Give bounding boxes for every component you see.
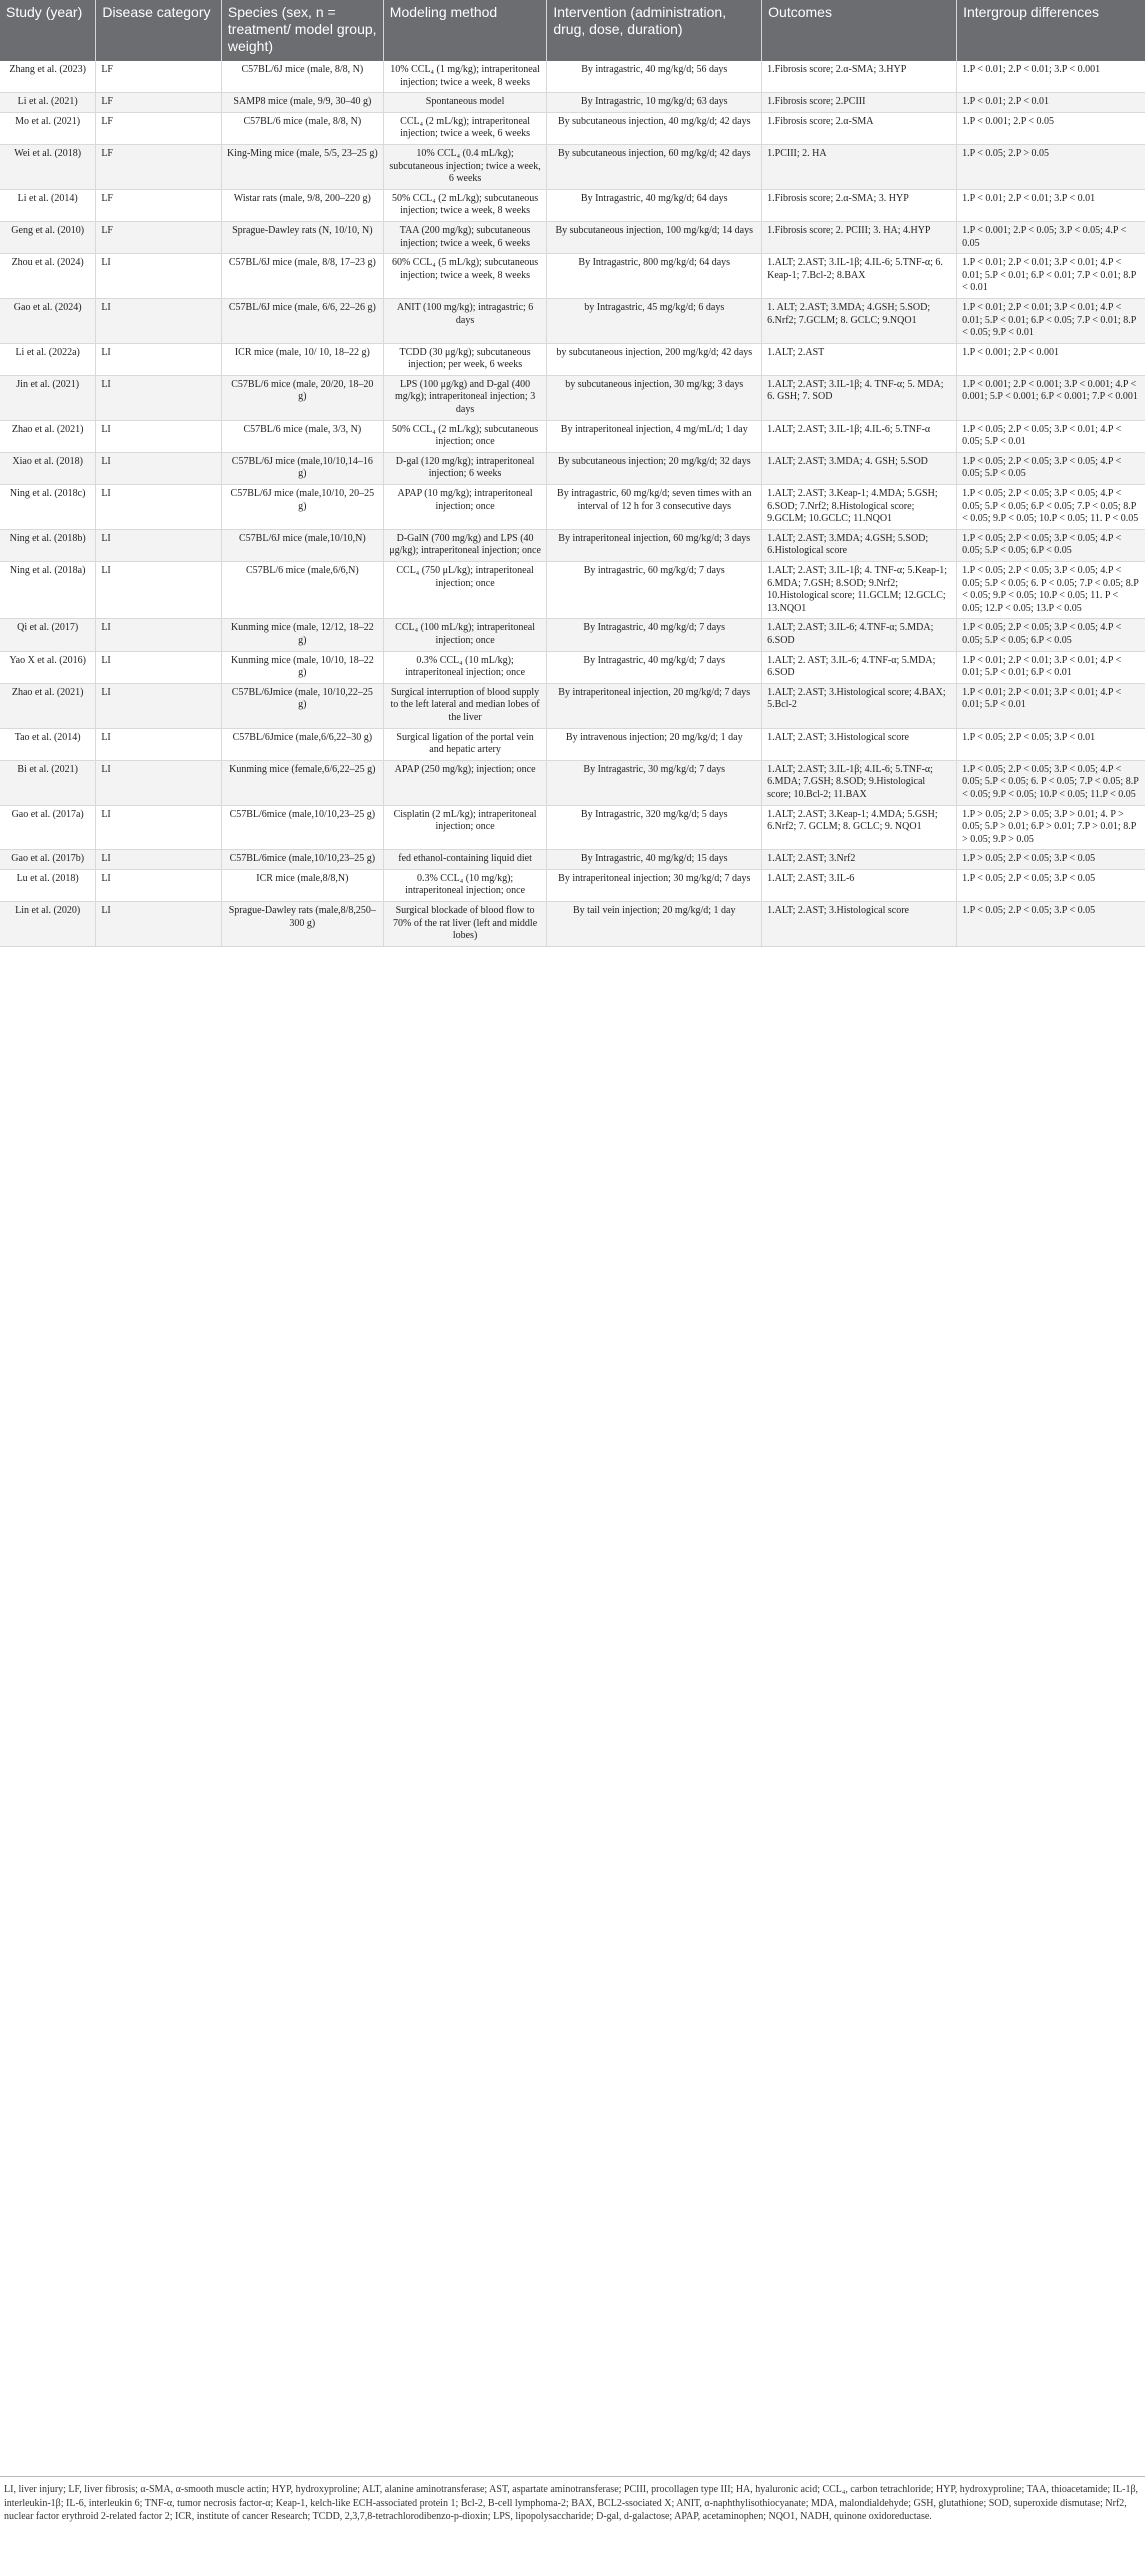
table-row <box>0 452 1145 484</box>
cell-study-year: Gao et al. (2017a) <box>0 805 96 850</box>
cell-disease-category: LI <box>96 343 222 375</box>
cell-intergroup-differences: 1.P < 0.05; 2.P < 0.05; 3.P < 0.05 <box>957 902 1145 947</box>
cell-intergroup-differences: 1.P < 0.05; 2.P < 0.05; 3.P < 0.05; 4.P < 0.05; 5.P < 0.05; 6.P < 0.05 <box>957 619 1145 651</box>
cell-intervention: By tail vein injection; 20 mg/kg/d; 1 day <box>547 902 762 947</box>
cell-study-year: Zhang et al. (2023) <box>0 61 96 93</box>
cell-intervention: By intragastric, 60 mg/kg/d; seven times with an interval of 12 h for 3 consecutive days <box>547 485 762 530</box>
cell-intervention: By intraperitoneal injection; 30 mg/kg/d; 7 days <box>547 869 762 901</box>
cell-intergroup-differences: 1.P < 0.001; 2.P < 0.001; 3.P < 0.001; 4.P < 0.001; 5.P < 0.001; 6.P < 0.001; 7.P < 0.001 <box>957 375 1145 420</box>
cell-study-year: Lu et al. (2018) <box>0 869 96 901</box>
cell-disease-category: LF <box>96 221 222 253</box>
cell-study-year: Gao et al. (2017b) <box>0 850 96 870</box>
cell-study-year: Tao et al. (2014) <box>0 728 96 760</box>
cell-intervention: By Intragastric, 40 mg/kg/d; 7 days <box>547 619 762 651</box>
cell-disease-category: LI <box>96 420 222 452</box>
cell-outcomes: 1.ALT; 2.AST; 3.Histological score <box>762 728 957 760</box>
cell-species: C57BL/6 mice (male,6/6,N) <box>221 562 383 619</box>
cell-intervention: by Intragastric, 45 mg/kg/d; 6 days <box>547 298 762 343</box>
table-row <box>0 144 1145 189</box>
cell-outcomes: 1.ALT; 2.AST; 3.MDA; 4.GSH; 5.SOD; 6.Histological score <box>762 529 957 561</box>
cell-study-year: Ning et al. (2018b) <box>0 529 96 561</box>
cell-disease-category: LI <box>96 298 222 343</box>
cell-outcomes: 1.Fibrosis score; 2. PCIII; 3. HA; 4.HYP <box>762 221 957 253</box>
table-body <box>0 61 1145 946</box>
cell-intergroup-differences: 1.P < 0.01; 2.P < 0.01; 3.P < 0.01; 4.P < 0.01; 5.P < 0.01; 6.P < 0.01 <box>957 651 1145 683</box>
cell-intergroup-differences: 1.P < 0.01; 2.P < 0.01; 3.P < 0.01 <box>957 189 1145 221</box>
cell-disease-category: LF <box>96 112 222 144</box>
cell-intervention: By Intragastric, 10 mg/kg/d; 63 days <box>547 93 762 113</box>
cell-disease-category: LI <box>96 902 222 947</box>
cell-intervention: By subcutaneous injection, 40 mg/kg/d; 42 days <box>547 112 762 144</box>
header-study-year: Study (year) <box>0 0 96 61</box>
cell-disease-category: LI <box>96 728 222 760</box>
cell-outcomes: 1.ALT; 2.AST; 3.Histological score; 4.BAX; 5.Bcl-2 <box>762 683 957 728</box>
study-characteristics-table-container <box>0 0 1145 947</box>
cell-study-year: Li et al. (2014) <box>0 189 96 221</box>
header-outcomes: Outcomes <box>762 0 957 61</box>
cell-modeling-method: 0.3% CCL₄ (10 mg/kg); intraperitoneal injection; once <box>383 869 547 901</box>
table-row <box>0 902 1145 947</box>
cell-study-year: Ning et al. (2018a) <box>0 562 96 619</box>
table-header-row <box>0 0 1145 61</box>
cell-species: Kunming mice (female,6/6,22–25 g) <box>221 760 383 805</box>
cell-modeling-method: CCL₄ (2 mL/kg); intraperitoneal injection; twice a week, 6 weeks <box>383 112 547 144</box>
cell-outcomes: 1.ALT; 2.AST; 3.Keap-1; 4.MDA; 5.GSH; 6.Nrf2; 7. GCLM; 8. GCLC; 9. NQO1 <box>762 805 957 850</box>
cell-modeling-method: CCL₄ (750 μL/kg); intraperitoneal injection; once <box>383 562 547 619</box>
cell-intergroup-differences: 1.P < 0.001; 2.P < 0.05 <box>957 112 1145 144</box>
cell-species: C57BL/6mice (male,10/10,23–25 g) <box>221 805 383 850</box>
cell-intergroup-differences: 1.P < 0.05; 2.P < 0.05; 3.P < 0.01; 4.P < 0.05; 5.P < 0.01 <box>957 420 1145 452</box>
table-footnote: LI, liver injury; LF, liver fibrosis; α-SMA, α-smooth muscle actin; HYP, hydroxyproline; ALT, alanine aminotransferase; AST, aspartate aminotransferase; PCIII, procollagen type III; HA, hyaluronic acid; CCL₄, carbon tetrachloride; HYP, hydroxyproline; TAA, thioacetamide; IL-1β, interleukin-1β; IL-6, interleukin 6; TNF-α, tumor necrosis factor-α; Keap-1, kelch-like ECH-associated protein 1; Bcl-2, B-cell lymphoma-2; BAX, BCL2-ssociated X; ANIT, α-naphthylisothiocyanate; MDA, malondialdehyde; GSH, glutathione; SOD, superoxide dismutase; Nrf2, nuclear factor erythroid 2-related factor 2; ICR, institute of cancer Research; TCDD, 2,3,7,8-tetrachlorodibenzo-p-dioxin; LPS, lipopolysaccharide; D-gal, d-galactose; APAP, acetaminophen; NQO1, NADH, quinone oxidoreductase. <box>0 2476 1145 2524</box>
header-intervention: Intervention (administration, drug, dose, duration) <box>547 0 762 61</box>
cell-intervention: By Intragastric, 320 mg/kg/d; 5 days <box>547 805 762 850</box>
cell-species: C57BL/6Jmice (male,6/6,22–30 g) <box>221 728 383 760</box>
cell-disease-category: LI <box>96 651 222 683</box>
cell-disease-category: LI <box>96 619 222 651</box>
cell-species: ICR mice (male, 10/ 10, 18–22 g) <box>221 343 383 375</box>
cell-modeling-method: APAP (250 mg/kg); injection; once <box>383 760 547 805</box>
cell-study-year: Ning et al. (2018c) <box>0 485 96 530</box>
cell-species: Sprague-Dawley rats (male,8/8,250–300 g) <box>221 902 383 947</box>
table-row <box>0 221 1145 253</box>
cell-outcomes: 1.Fibrosis score; 2.α-SMA; 3. HYP <box>762 189 957 221</box>
cell-study-year: Zhao et al. (2021) <box>0 683 96 728</box>
cell-disease-category: LI <box>96 683 222 728</box>
cell-study-year: Li et al. (2021) <box>0 93 96 113</box>
cell-study-year: Wei et al. (2018) <box>0 144 96 189</box>
cell-species: ICR mice (male,8/8,N) <box>221 869 383 901</box>
header-intergroup-differences: Intergroup differences <box>957 0 1145 61</box>
cell-disease-category: LI <box>96 529 222 561</box>
cell-outcomes: 1.ALT; 2.AST; 3.IL-1β; 4.IL-6; 5.TNF-α <box>762 420 957 452</box>
cell-species: C57BL/6J mice (male,10/10,14–16 g) <box>221 452 383 484</box>
table-row <box>0 254 1145 299</box>
cell-species: C57BL/6 mice (male, 3/3, N) <box>221 420 383 452</box>
cell-disease-category: LI <box>96 452 222 484</box>
cell-outcomes: 1. ALT; 2.AST; 3.MDA; 4.GSH; 5.SOD; 6.Nrf2; 7.GCLM; 8. GCLC; 9.NQO1 <box>762 298 957 343</box>
table-header <box>0 0 1145 61</box>
study-characteristics-table <box>0 0 1145 947</box>
cell-intervention: By Intragastric, 30 mg/kg/d; 7 days <box>547 760 762 805</box>
cell-study-year: Zhao et al. (2021) <box>0 420 96 452</box>
cell-outcomes: 1.ALT; 2.AST <box>762 343 957 375</box>
table-row <box>0 189 1145 221</box>
cell-modeling-method: Cisplatin (2 mL/kg); intraperitoneal injection; once <box>383 805 547 850</box>
cell-modeling-method: Surgical blockade of blood flow to 70% of the rat liver (left and middle lobes) <box>383 902 547 947</box>
header-disease-category: Disease category <box>96 0 222 61</box>
cell-modeling-method: TAA (200 mg/kg); subcutaneous injection; twice a week, 6 weeks <box>383 221 547 253</box>
table-row <box>0 112 1145 144</box>
cell-outcomes: 1.Fibrosis score; 2.α-SMA <box>762 112 957 144</box>
cell-outcomes: 1.ALT; 2.AST; 3.Keap-1; 4.MDA; 5.GSH; 6.SOD; 7.Nrf2; 8.Histological score; 9.GCLM; 10.GCLC; 11.NQO1 <box>762 485 957 530</box>
cell-disease-category: LF <box>96 144 222 189</box>
table-row <box>0 93 1145 113</box>
cell-intergroup-differences: 1.P < 0.05; 2.P < 0.05; 3.P < 0.05; 4.P < 0.05; 5.P < 0.05; 6.P < 0.05; 7.P < 0.05; 8.P < 0.05; 9.P < 0.05; 10.P < 0.05; 11. P < 0.05 <box>957 485 1145 530</box>
cell-intergroup-differences: 1.P < 0.05; 2.P < 0.05; 3.P < 0.01 <box>957 728 1145 760</box>
table-row <box>0 760 1145 805</box>
cell-species: C57BL/6Jmice (male, 10/10,22–25 g) <box>221 683 383 728</box>
cell-modeling-method: 50% CCL₄ (2 mL/kg); subcutaneous injection; once <box>383 420 547 452</box>
cell-intervention: By Intragastric, 800 mg/kg/d; 64 days <box>547 254 762 299</box>
cell-intervention: by subcutaneous injection, 30 mg/kg; 3 days <box>547 375 762 420</box>
cell-species: Kunming mice (male, 10/10, 18–22 g) <box>221 651 383 683</box>
cell-modeling-method: Surgical interruption of blood supply to the left lateral and median lobes of the liver <box>383 683 547 728</box>
cell-modeling-method: 10% CCL₄ (1 mg/kg); intraperitoneal injection; twice a week, 8 weeks <box>383 61 547 93</box>
table-row <box>0 485 1145 530</box>
cell-intergroup-differences: 1.P < 0.01; 2.P < 0.01 <box>957 93 1145 113</box>
cell-species: Wistar rats (male, 9/8, 200–220 g) <box>221 189 383 221</box>
cell-intergroup-differences: 1.P < 0.05; 2.P > 0.05 <box>957 144 1145 189</box>
cell-intervention: By subcutaneous injection; 20 mg/kg/d; 32 days <box>547 452 762 484</box>
cell-modeling-method: 0.3% CCL₄ (10 mL/kg); intraperitoneal injection; once <box>383 651 547 683</box>
table-row <box>0 61 1145 93</box>
cell-modeling-method: TCDD (30 μg/kg); subcutaneous injection; per week, 6 weeks <box>383 343 547 375</box>
cell-modeling-method: CCL₄ (100 mL/kg); intraperitoneal injection; once <box>383 619 547 651</box>
cell-species: SAMP8 mice (male, 9/9, 30–40 g) <box>221 93 383 113</box>
cell-intergroup-differences: 1.P < 0.01; 2.P < 0.01; 3.P < 0.001 <box>957 61 1145 93</box>
cell-disease-category: LF <box>96 93 222 113</box>
cell-intergroup-differences: 1.P > 0.05; 2.P > 0.05; 3.P > 0.01; 4. P > 0.05; 5.P > 0.01; 6.P > 0.01; 7.P > 0.01; 8.P > 0.05; 9.P > 0.05 <box>957 805 1145 850</box>
cell-species: Kunming mice (male, 12/12, 18–22 g) <box>221 619 383 651</box>
cell-species: C57BL/6 mice (male, 8/8, N) <box>221 112 383 144</box>
table-row <box>0 298 1145 343</box>
cell-species: Sprague-Dawley rats (N, 10/10, N) <box>221 221 383 253</box>
cell-outcomes: 1.ALT; 2.AST; 3.IL-6 <box>762 869 957 901</box>
cell-outcomes: 1.ALT; 2.AST; 3.IL-1β; 4.IL-6; 5.TNF-α; 6.MDA; 7.GSH; 8.SOD; 9.Histological score; 10.Bcl-2; 11.BAX <box>762 760 957 805</box>
cell-modeling-method: Spontaneous model <box>383 93 547 113</box>
cell-species: C57BL/6J mice (male,10/10,N) <box>221 529 383 561</box>
cell-disease-category: LI <box>96 805 222 850</box>
header-modeling-method: Modeling method <box>383 0 547 61</box>
cell-study-year: Jin et al. (2021) <box>0 375 96 420</box>
cell-species: C57BL/6J mice (male, 8/8, 17–23 g) <box>221 254 383 299</box>
cell-outcomes: 1.ALT; 2.AST; 3.MDA; 4. GSH; 5.SOD <box>762 452 957 484</box>
cell-intervention: By subcutaneous injection, 100 mg/kg/d; 14 days <box>547 221 762 253</box>
table-row <box>0 728 1145 760</box>
cell-intergroup-differences: 1.P < 0.05; 2.P < 0.05; 3.P < 0.05; 4.P < 0.05; 5.P < 0.05 <box>957 452 1145 484</box>
cell-study-year: Gao et al. (2024) <box>0 298 96 343</box>
cell-disease-category: LI <box>96 850 222 870</box>
cell-intervention: By intragastric, 60 mg/kg/d; 7 days <box>547 562 762 619</box>
cell-study-year: Lin et al. (2020) <box>0 902 96 947</box>
cell-study-year: Bi et al. (2021) <box>0 760 96 805</box>
cell-intervention: By Intragastric, 40 mg/kg/d; 15 days <box>547 850 762 870</box>
cell-outcomes: 1.Fibrosis score; 2.PCIII <box>762 93 957 113</box>
cell-study-year: Geng et al. (2010) <box>0 221 96 253</box>
cell-study-year: Li et al. (2022a) <box>0 343 96 375</box>
cell-intervention: By intraperitoneal injection, 4 mg/mL/d; 1 day <box>547 420 762 452</box>
cell-disease-category: LF <box>96 61 222 93</box>
cell-outcomes: 1.ALT; 2.AST; 3.IL-1β; 4. TNF-α; 5.Keap-1; 6.MDA; 7.GSH; 8.SOD; 9.Nrf2; 10.Histological score; 11.GCLM; 12.GCLC; 13.NQO1 <box>762 562 957 619</box>
cell-study-year: Yao X et al. (2016) <box>0 651 96 683</box>
cell-modeling-method: 50% CCL₄ (2 mL/kg); subcutaneous injection; twice a week, 8 weeks <box>383 189 547 221</box>
cell-disease-category: LI <box>96 375 222 420</box>
table-row <box>0 529 1145 561</box>
cell-intervention: By intraperitoneal injection, 60 mg/kg/d; 3 days <box>547 529 762 561</box>
header-species: Species (sex, n = treatment/ model group, weight) <box>221 0 383 61</box>
cell-modeling-method: D-GalN (700 mg/kg) and LPS (40 μg/kg); intraperitoneal injection; once <box>383 529 547 561</box>
cell-intervention: By intraperitoneal injection, 20 mg/kg/d; 7 days <box>547 683 762 728</box>
cell-disease-category: LF <box>96 189 222 221</box>
cell-modeling-method: D-gal (120 mg/kg); intraperitoneal injection; 6 weeks <box>383 452 547 484</box>
cell-disease-category: LI <box>96 760 222 805</box>
cell-species: King-Ming mice (male, 5/5, 23–25 g) <box>221 144 383 189</box>
cell-species: C57BL/6J mice (male, 8/8, N) <box>221 61 383 93</box>
cell-intergroup-differences: 1.P < 0.05; 2.P < 0.05; 3.P < 0.05; 4.P < 0.05; 5.P < 0.05; 6. P < 0.05; 7.P < 0.05; 8.P < 0.05; 9.P < 0.05; 10.P < 0.05; 11. P < 0.05; 12.P < 0.05; 13.P < 0.05 <box>957 562 1145 619</box>
cell-outcomes: 1.ALT; 2. AST; 3.IL-6; 4.TNF-α; 5.MDA; 6.SOD <box>762 651 957 683</box>
cell-intergroup-differences: 1.P < 0.01; 2.P < 0.01; 3.P < 0.01; 4.P < 0.01; 5.P < 0.01; 6.P < 0.05; 7.P < 0.01; 8.P < 0.05; 9.P < 0.01 <box>957 298 1145 343</box>
cell-disease-category: LI <box>96 562 222 619</box>
table-row <box>0 343 1145 375</box>
cell-species: C57BL/6mice (male,10/10,23–25 g) <box>221 850 383 870</box>
table-row <box>0 375 1145 420</box>
table-row <box>0 850 1145 870</box>
cell-modeling-method: fed ethanol-containing liquid diet <box>383 850 547 870</box>
cell-intergroup-differences: 1.P < 0.05; 2.P < 0.05; 3.P < 0.05; 4.P < 0.05; 5.P < 0.05; 6.P < 0.05 <box>957 529 1145 561</box>
cell-intervention: By Intragastric, 40 mg/kg/d; 64 days <box>547 189 762 221</box>
cell-species: C57BL/6J mice (male, 6/6, 22–26 g) <box>221 298 383 343</box>
cell-disease-category: LI <box>96 254 222 299</box>
cell-intervention: by subcutaneous injection, 200 mg/kg/d; 42 days <box>547 343 762 375</box>
cell-modeling-method: 10% CCL₄ (0.4 mL/kg); subcutaneous injection; twice a week, 6 weeks <box>383 144 547 189</box>
cell-study-year: Mo et al. (2021) <box>0 112 96 144</box>
cell-intervention: By intragastric, 40 mg/kg/d; 56 days <box>547 61 762 93</box>
cell-study-year: Xiao et al. (2018) <box>0 452 96 484</box>
cell-outcomes: 1.PCIII; 2. HA <box>762 144 957 189</box>
cell-outcomes: 1.ALT; 2.AST; 3.IL-1β; 4.IL-6; 5.TNF-α; 6. Keap-1; 7.Bcl-2; 8.BAX <box>762 254 957 299</box>
table-row <box>0 420 1145 452</box>
table-row <box>0 619 1145 651</box>
cell-disease-category: LI <box>96 869 222 901</box>
cell-intergroup-differences: 1.P < 0.001; 2.P < 0.001 <box>957 343 1145 375</box>
cell-species: C57BL/6 mice (male, 20/20, 18–20 g) <box>221 375 383 420</box>
cell-intergroup-differences: 1.P < 0.01; 2.P < 0.01; 3.P < 0.01; 4.P < 0.01; 5.P < 0.01 <box>957 683 1145 728</box>
cell-disease-category: LI <box>96 485 222 530</box>
cell-study-year: Qi et al. (2017) <box>0 619 96 651</box>
cell-intervention: By Intragastric, 40 mg/kg/d; 7 days <box>547 651 762 683</box>
cell-modeling-method: APAP (10 mg/kg); intraperitoneal injection; once <box>383 485 547 530</box>
cell-intergroup-differences: 1.P < 0.05; 2.P < 0.05; 3.P < 0.05; 4.P < 0.05; 5.P < 0.05; 6. P < 0.05; 7.P < 0.05; 8.P < 0.05; 9.P < 0.05; 10.P < 0.05; 11.P < 0.05 <box>957 760 1145 805</box>
cell-outcomes: 1.ALT; 2.AST; 3.Histological score <box>762 902 957 947</box>
cell-modeling-method: ANIT (100 mg/kg); intragastric; 6 days <box>383 298 547 343</box>
cell-modeling-method: Surgical ligation of the portal vein and hepatic artery <box>383 728 547 760</box>
cell-intergroup-differences: 1.P < 0.01; 2.P < 0.01; 3.P < 0.01; 4.P < 0.01; 5.P < 0.01; 6.P < 0.01; 7.P < 0.01; 8.P < 0.01 <box>957 254 1145 299</box>
cell-outcomes: 1.ALT; 2.AST; 3.IL-1β; 4. TNF-α; 5. MDA; 6. GSH; 7. SOD <box>762 375 957 420</box>
cell-species: C57BL/6J mice (male,10/10, 20–25 g) <box>221 485 383 530</box>
cell-intervention: By subcutaneous injection, 60 mg/kg/d; 42 days <box>547 144 762 189</box>
table-row <box>0 651 1145 683</box>
cell-outcomes: 1.Fibrosis score; 2.α-SMA; 3.HYP <box>762 61 957 93</box>
cell-modeling-method: LPS (100 μg/kg) and D-gal (400 mg/kg); intraperitoneal injection; 3 days <box>383 375 547 420</box>
cell-outcomes: 1.ALT; 2.AST; 3.IL-6; 4.TNF-α; 5.MDA; 6.SOD <box>762 619 957 651</box>
table-row <box>0 683 1145 728</box>
cell-outcomes: 1.ALT; 2.AST; 3.Nrf2 <box>762 850 957 870</box>
cell-modeling-method: 60% CCL₄ (5 mL/kg); subcutaneous injection; twice a week, 8 weeks <box>383 254 547 299</box>
table-row <box>0 869 1145 901</box>
cell-study-year: Zhou et al. (2024) <box>0 254 96 299</box>
cell-intergroup-differences: 1.P < 0.001; 2.P < 0.05; 3.P < 0.05; 4.P < 0.05 <box>957 221 1145 253</box>
cell-intervention: By intravenous injection; 20 mg/kg/d; 1 day <box>547 728 762 760</box>
cell-intergroup-differences: 1.P > 0.05; 2.P < 0.05; 3.P < 0.05 <box>957 850 1145 870</box>
cell-intergroup-differences: 1.P < 0.05; 2.P < 0.05; 3.P < 0.05 <box>957 869 1145 901</box>
table-row <box>0 562 1145 619</box>
table-row <box>0 805 1145 850</box>
